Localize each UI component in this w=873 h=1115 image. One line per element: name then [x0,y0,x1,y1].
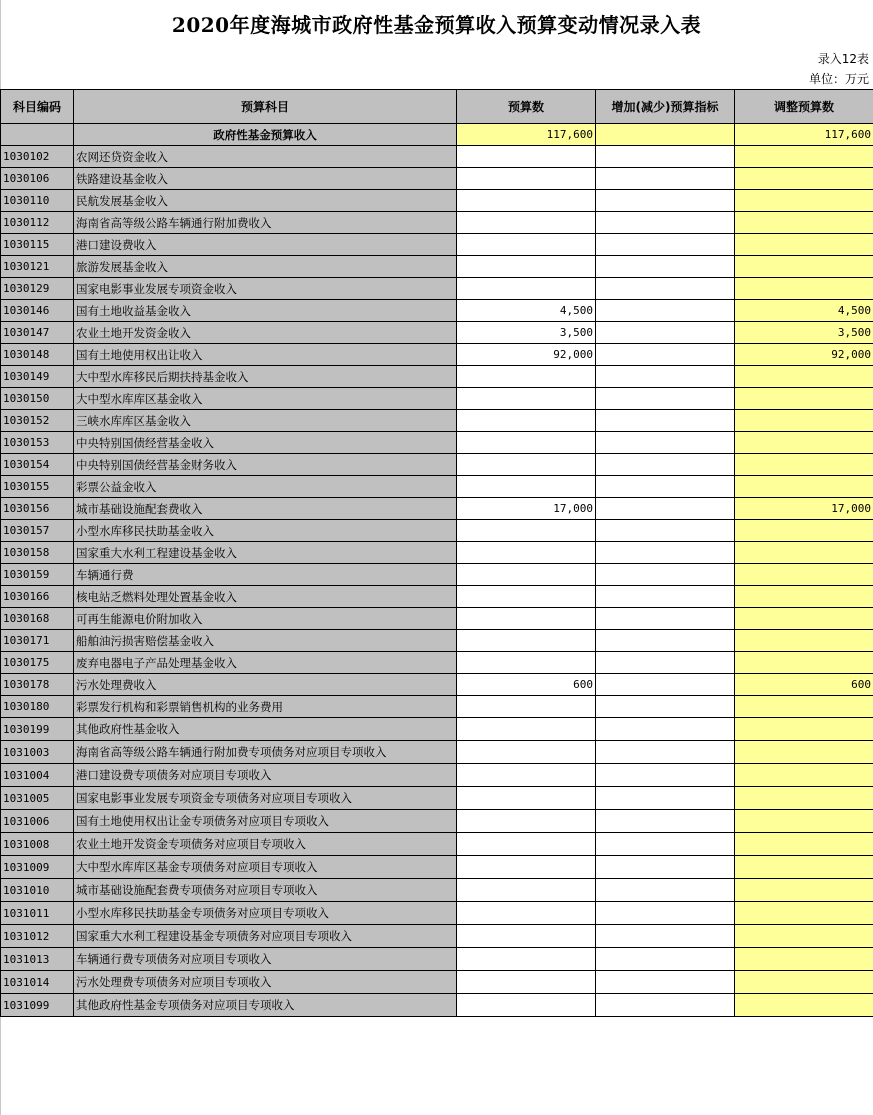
row-code-cell: 1031006 [1,810,74,833]
row-item-cell: 小型水库移民扶助基金收入 [74,520,457,542]
row-item-cell: 小型水库移民扶助基金专项债务对应项目专项收入 [74,902,457,925]
table-row [1,234,873,256]
row-adjusted-cell[interactable] [735,278,873,300]
row-adjusted-cell[interactable] [735,476,873,498]
row-change-cell[interactable] [596,586,735,608]
row-budget-cell[interactable] [457,454,596,476]
row-item-cell: 城市基础设施配套费专项债务对应项目专项收入 [74,879,457,902]
row-budget-cell[interactable]: 600 [457,674,596,696]
column-header-budget: 预算数 [457,90,596,124]
table-row [1,278,873,300]
row-adjusted-cell[interactable] [735,190,873,212]
row-code-cell: 1030148 [1,344,74,366]
row-code-cell: 1031010 [1,879,74,902]
sheet-label: 录入12表 [817,52,869,66]
table-row [1,630,873,652]
table-row [1,564,873,586]
table-row [1,674,873,696]
row-item-cell: 国有土地使用权出让收入 [74,344,457,366]
table-row [1,948,873,971]
table-row [1,833,873,856]
row-code-cell: 1030180 [1,696,74,718]
row-budget-cell[interactable] [457,388,596,410]
row-code-cell: 1031008 [1,833,74,856]
row-code-cell: 1030199 [1,718,74,741]
row-item-cell: 污水处理费收入 [74,674,457,696]
row-item-cell: 国家重大水利工程建设基金收入 [74,542,457,564]
row-change-cell[interactable] [596,168,735,190]
row-code-cell: 1030156 [1,498,74,520]
table-row [1,520,873,542]
row-item-cell: 车辆通行费专项债务对应项目专项收入 [74,948,457,971]
row-item-cell: 中央特别国债经营基金收入 [74,432,457,454]
row-change-cell[interactable] [596,366,735,388]
table-row [1,322,873,344]
row-change-cell[interactable] [596,879,735,902]
row-budget-cell[interactable] [457,476,596,498]
table-row [1,787,873,810]
row-item-cell: 其他政府性基金专项债务对应项目专项收入 [74,994,457,1017]
row-change-cell[interactable] [596,388,735,410]
column-header-change: 增加(减少)预算指标 [596,90,735,124]
row-item-cell: 大中型水库移民后期扶持基金收入 [74,366,457,388]
row-budget-cell[interactable] [457,366,596,388]
row-item-cell: 国有土地使用权出让金专项债务对应项目专项收入 [74,810,457,833]
row-item-cell: 船舶油污损害赔偿基金收入 [74,630,457,652]
row-budget-cell[interactable] [457,696,596,718]
row-code-cell: 1031012 [1,925,74,948]
row-adjusted-cell[interactable] [735,256,873,278]
total-code-cell [1,124,74,146]
row-adjusted-cell[interactable] [735,168,873,190]
row-code-cell: 1030110 [1,190,74,212]
row-code-cell: 1031009 [1,856,74,879]
row-code-cell: 1030168 [1,608,74,630]
row-change-cell[interactable] [596,948,735,971]
row-budget-cell[interactable] [457,994,596,1017]
row-budget-cell[interactable] [457,971,596,994]
table-row [1,454,873,476]
table-row [1,652,873,674]
row-adjusted-cell[interactable] [735,652,873,674]
table-row [1,432,873,454]
total-budget-cell[interactable]: 117,600 [457,124,596,146]
row-adjusted-cell[interactable] [735,234,873,256]
row-adjusted-cell[interactable] [735,925,873,948]
row-code-cell: 1031099 [1,994,74,1017]
row-budget-cell[interactable] [457,787,596,810]
row-adjusted-cell[interactable] [735,971,873,994]
row-budget-cell[interactable] [457,608,596,630]
row-code-cell: 1030154 [1,454,74,476]
table-row [1,586,873,608]
row-code-cell: 1030159 [1,564,74,586]
row-code-cell: 1030175 [1,652,74,674]
row-item-cell: 污水处理费专项债务对应项目专项收入 [74,971,457,994]
table-row [1,856,873,879]
row-adjusted-cell[interactable] [735,388,873,410]
row-item-cell: 农网还贷资金收入 [74,146,457,168]
row-change-cell[interactable] [596,498,735,520]
row-budget-cell[interactable] [457,586,596,608]
row-budget-cell[interactable] [457,410,596,432]
table-row [1,190,873,212]
total-item-cell: 政府性基金预算收入 [74,124,457,146]
row-adjusted-cell[interactable] [735,366,873,388]
row-adjusted-cell[interactable] [735,948,873,971]
row-budget-cell[interactable] [457,856,596,879]
row-adjusted-cell[interactable]: 3,500 [735,322,873,344]
row-item-cell: 国家电影事业发展专项资金专项债务对应项目专项收入 [74,787,457,810]
row-code-cell: 1030106 [1,168,74,190]
column-header-adjusted: 调整预算数 [735,90,873,124]
row-code-cell: 1030102 [1,146,74,168]
row-budget-cell[interactable]: 3,500 [457,322,596,344]
row-budget-cell[interactable] [457,902,596,925]
row-change-cell[interactable] [596,696,735,718]
total-change-cell[interactable] [596,124,735,146]
table-row [1,764,873,787]
row-change-cell[interactable] [596,520,735,542]
row-change-cell[interactable] [596,787,735,810]
row-change-cell[interactable] [596,256,735,278]
row-adjusted-cell[interactable] [735,410,873,432]
row-code-cell: 1030149 [1,366,74,388]
table-row [1,410,873,432]
row-adjusted-cell[interactable]: 600 [735,674,873,696]
table-row [1,168,873,190]
row-adjusted-cell[interactable] [735,994,873,1017]
page-title: 2020年度海城市政府性基金预算收入预算变动情况录入表 [171,13,702,37]
row-budget-cell[interactable]: 92,000 [457,344,596,366]
row-code-cell: 1030150 [1,388,74,410]
row-change-cell[interactable] [596,278,735,300]
row-adjusted-cell[interactable] [735,696,873,718]
row-budget-cell[interactable] [457,146,596,168]
row-budget-cell[interactable] [457,564,596,586]
row-code-cell: 1031013 [1,948,74,971]
row-adjusted-cell[interactable]: 4,500 [735,300,873,322]
row-adjusted-cell[interactable] [735,146,873,168]
row-budget-cell[interactable] [457,278,596,300]
row-item-cell: 车辆通行费 [74,564,457,586]
row-code-cell: 1031011 [1,902,74,925]
row-change-cell[interactable] [596,741,735,764]
row-adjusted-cell[interactable] [735,432,873,454]
row-budget-cell[interactable]: 4,500 [457,300,596,322]
table-row [1,146,873,168]
row-adjusted-cell[interactable] [735,520,873,542]
row-item-cell: 大中型水库库区基金专项债务对应项目专项收入 [74,856,457,879]
row-item-cell: 国有土地收益基金收入 [74,300,457,322]
row-adjusted-cell[interactable] [735,810,873,833]
row-budget-cell[interactable] [457,718,596,741]
row-change-cell[interactable] [596,994,735,1017]
row-code-cell: 1030152 [1,410,74,432]
row-change-cell[interactable] [596,454,735,476]
row-change-cell[interactable] [596,146,735,168]
row-adjusted-cell[interactable] [735,630,873,652]
row-adjusted-cell[interactable]: 92,000 [735,344,873,366]
row-change-cell[interactable] [596,410,735,432]
row-adjusted-cell[interactable] [735,856,873,879]
table-row [1,696,873,718]
row-change-cell[interactable] [596,833,735,856]
table-row [1,925,873,948]
row-item-cell: 三峡水库库区基金收入 [74,410,457,432]
row-code-cell: 1030157 [1,520,74,542]
row-change-cell[interactable] [596,718,735,741]
row-code-cell: 1030178 [1,674,74,696]
table-row [1,542,873,564]
row-code-cell: 1030129 [1,278,74,300]
total-row [1,124,873,146]
table-row [1,810,873,833]
row-item-cell: 中央特别国债经营基金财务收入 [74,454,457,476]
row-change-cell[interactable] [596,432,735,454]
row-budget-cell[interactable] [457,630,596,652]
row-change-cell[interactable] [596,542,735,564]
row-item-cell: 国家电影事业发展专项资金收入 [74,278,457,300]
row-change-cell[interactable] [596,190,735,212]
table-row [1,300,873,322]
row-code-cell: 1030115 [1,234,74,256]
row-code-cell: 1030147 [1,322,74,344]
row-item-cell: 农业土地开发资金专项债务对应项目专项收入 [74,833,457,856]
row-item-cell: 大中型水库库区基金收入 [74,388,457,410]
budget-table [0,89,873,1017]
row-item-cell: 民航发展基金收入 [74,190,457,212]
row-item-cell: 其他政府性基金收入 [74,718,457,741]
row-item-cell: 国家重大水利工程建设基金专项债务对应项目专项收入 [74,925,457,948]
table-row [1,902,873,925]
row-change-cell[interactable] [596,674,735,696]
row-code-cell: 1030153 [1,432,74,454]
row-code-cell: 1030155 [1,476,74,498]
row-change-cell[interactable] [596,344,735,366]
row-change-cell[interactable] [596,322,735,344]
row-change-cell[interactable] [596,476,735,498]
row-code-cell: 1030166 [1,586,74,608]
row-item-cell: 海南省高等级公路车辆通行附加费收入 [74,212,457,234]
total-adjusted-cell[interactable]: 117,600 [735,124,873,146]
table-row [1,498,873,520]
row-adjusted-cell[interactable] [735,879,873,902]
row-item-cell: 废弃电器电子产品处理基金收入 [74,652,457,674]
row-change-cell[interactable] [596,810,735,833]
row-adjusted-cell[interactable] [735,718,873,741]
row-budget-cell[interactable] [457,810,596,833]
row-budget-cell[interactable] [457,520,596,542]
unit-label: 单位：万元 [808,72,869,86]
row-change-cell[interactable] [596,608,735,630]
table-row [1,608,873,630]
row-code-cell: 1031005 [1,787,74,810]
table-row [1,388,873,410]
table-row [1,879,873,902]
row-budget-cell[interactable] [457,212,596,234]
table-row [1,476,873,498]
row-code-cell: 1030171 [1,630,74,652]
row-adjusted-cell[interactable] [735,454,873,476]
row-budget-cell[interactable] [457,542,596,564]
row-change-cell[interactable] [596,234,735,256]
row-code-cell: 1030112 [1,212,74,234]
row-adjusted-cell[interactable]: 17,000 [735,498,873,520]
row-budget-cell[interactable] [457,879,596,902]
row-change-cell[interactable] [596,564,735,586]
row-adjusted-cell[interactable] [735,787,873,810]
row-change-cell[interactable] [596,630,735,652]
table-row [1,212,873,234]
column-header-code: 科目编码 [1,90,74,124]
row-adjusted-cell[interactable] [735,564,873,586]
row-item-cell: 铁路建设基金收入 [74,168,457,190]
row-budget-cell[interactable] [457,925,596,948]
column-header-item: 预算科目 [74,90,457,124]
row-item-cell: 港口建设费专项债务对应项目专项收入 [74,764,457,787]
table-row [1,971,873,994]
row-change-cell[interactable] [596,212,735,234]
row-item-cell: 港口建设费收入 [74,234,457,256]
row-item-cell: 核电站乏燃料处理处置基金收入 [74,586,457,608]
row-budget-cell[interactable] [457,256,596,278]
row-adjusted-cell[interactable] [735,212,873,234]
row-change-cell[interactable] [596,856,735,879]
row-budget-cell[interactable]: 17,000 [457,498,596,520]
row-item-cell: 旅游发展基金收入 [74,256,457,278]
row-adjusted-cell[interactable] [735,586,873,608]
row-code-cell: 1031004 [1,764,74,787]
row-change-cell[interactable] [596,764,735,787]
row-budget-cell[interactable] [457,833,596,856]
row-budget-cell[interactable] [457,652,596,674]
row-change-cell[interactable] [596,300,735,322]
table-row [1,718,873,741]
row-change-cell[interactable] [596,902,735,925]
row-item-cell: 彩票发行机构和彩票销售机构的业务费用 [74,696,457,718]
table-row [1,256,873,278]
row-item-cell: 城市基础设施配套费收入 [74,498,457,520]
row-budget-cell[interactable] [457,190,596,212]
row-code-cell: 1030121 [1,256,74,278]
row-budget-cell[interactable] [457,741,596,764]
row-budget-cell[interactable] [457,234,596,256]
row-adjusted-cell[interactable] [735,608,873,630]
row-adjusted-cell[interactable] [735,833,873,856]
table-row [1,366,873,388]
row-change-cell[interactable] [596,652,735,674]
row-code-cell: 1030158 [1,542,74,564]
row-adjusted-cell[interactable] [735,764,873,787]
table-row [1,994,873,1017]
row-change-cell[interactable] [596,925,735,948]
row-code-cell: 1030146 [1,300,74,322]
row-change-cell[interactable] [596,971,735,994]
row-item-cell: 农业土地开发资金收入 [74,322,457,344]
table-row [1,344,873,366]
row-item-cell: 可再生能源电价附加收入 [74,608,457,630]
row-adjusted-cell[interactable] [735,741,873,764]
row-item-cell: 彩票公益金收入 [74,476,457,498]
row-adjusted-cell[interactable] [735,542,873,564]
row-code-cell: 1031014 [1,971,74,994]
row-budget-cell[interactable] [457,948,596,971]
row-budget-cell[interactable] [457,764,596,787]
row-budget-cell[interactable] [457,168,596,190]
row-budget-cell[interactable] [457,432,596,454]
row-adjusted-cell[interactable] [735,902,873,925]
table-row [1,741,873,764]
row-code-cell: 1031003 [1,741,74,764]
row-item-cell: 海南省高等级公路车辆通行附加费专项债务对应项目专项收入 [74,741,457,764]
